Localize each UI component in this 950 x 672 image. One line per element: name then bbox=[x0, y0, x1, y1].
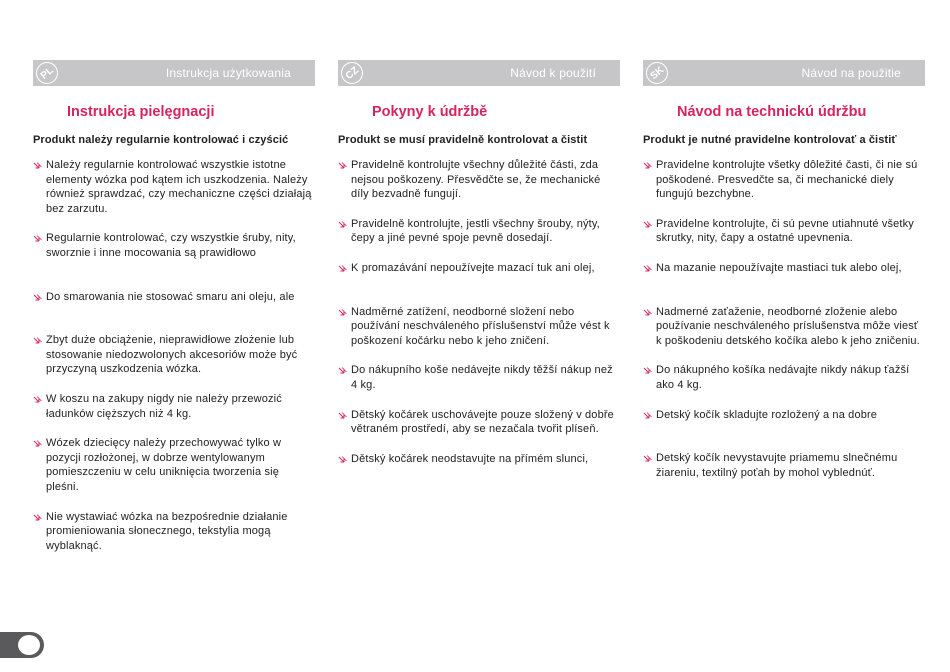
list-item bbox=[33, 158, 315, 216]
list-item-text: Detský kočík nevystavujte priamemu slnečnému žiareniu, textilný poťah by mohol vyblednúť. bbox=[656, 452, 898, 479]
list-item bbox=[33, 510, 315, 554]
language-badge: CZ bbox=[337, 58, 368, 89]
arrow-bullet-icon bbox=[338, 411, 348, 421]
page-tab bbox=[0, 632, 44, 658]
column-sk bbox=[643, 60, 925, 480]
arrow-bullet-icon bbox=[643, 161, 653, 171]
list-item bbox=[33, 333, 315, 377]
list-item-text: Pravidelně kontrolujte, jestli všechny šrouby, nýty, čepy a jiné pevné spoje pevně dosedají. bbox=[351, 217, 600, 245]
list-item bbox=[643, 408, 925, 423]
arrow-bullet-icon bbox=[643, 454, 653, 464]
section-subtitle: Produkt se musí pravidelně kontrolovat a čistit bbox=[338, 134, 588, 146]
header-title: Návod k použití bbox=[510, 66, 596, 80]
column-cz bbox=[338, 60, 620, 466]
arrow-bullet-icon bbox=[338, 366, 348, 376]
list-item bbox=[33, 290, 315, 305]
list-item-text: Detský kočík skladujte rozložený a na dobre bbox=[656, 408, 878, 421]
list-item bbox=[33, 231, 315, 260]
arrow-bullet-icon bbox=[33, 161, 43, 171]
list-item-text: Pravidelne kontrolujte, či sú pevne utiahnuté všetky skrutky, nity, čapy a ostatné upevnenia. bbox=[656, 217, 914, 245]
list-item bbox=[338, 261, 620, 276]
arrow-bullet-icon bbox=[338, 161, 348, 171]
list-item-text: Nadměrné zatížení, neodborné složení nebo používání neschváleného příslušenství může vést k poškození kočárku nebo k jeho zničení. bbox=[351, 305, 610, 347]
arrow-bullet-icon bbox=[338, 308, 348, 318]
arrow-bullet-icon bbox=[33, 513, 43, 523]
arrow-bullet-icon bbox=[643, 220, 653, 230]
list-item-text: Wózek dziecięcy należy przechowywać tylko w pozycji rozłożonej, w dobrze wentylowanym pomieszczeniu w celu uniknięcia tworzenia się pleśni. bbox=[46, 437, 282, 493]
list-item-text: Do smarowania nie stosować smaru ani oleju, ale bbox=[46, 290, 295, 303]
list-item bbox=[33, 392, 315, 421]
arrow-bullet-icon bbox=[643, 308, 653, 318]
arrow-bullet-icon bbox=[33, 336, 43, 346]
arrow-bullet-icon bbox=[33, 234, 43, 244]
list-item bbox=[338, 158, 620, 202]
list-item bbox=[338, 305, 620, 349]
list-item bbox=[643, 217, 925, 246]
header-title: Instrukcja użytkowania bbox=[165, 66, 291, 80]
list-item-text: Pravidelně kontrolujte všechny důležité části, zda nejsou poškozeny. Přesvědčte se, že mechanické díly bezvadně fungují. bbox=[351, 159, 601, 201]
list-item-text: Zbyt duże obciążenie, nieprawidłowe złożenie lub stosowanie niedozwolonych akcesoriów może być przyczyną uszkodzenia wózka. bbox=[46, 334, 298, 376]
list-item-text: W koszu na zakupy nigdy nie należy przewozić ładunków cięższych niż 4 kg. bbox=[46, 392, 282, 420]
list-item-text: Do nákupného košíka nedávajte nikdy nákup ťažší ako 4 kg. bbox=[656, 364, 910, 391]
header-title: Návod na použitie bbox=[801, 66, 901, 80]
list-item bbox=[643, 305, 925, 349]
section-subtitle: Produkt należy regularnie kontrolować i czyścić bbox=[33, 134, 289, 146]
arrow-bullet-icon bbox=[643, 411, 653, 421]
section-subtitle: Produkt je nutné pravidelne kontrolovať a čistiť bbox=[643, 134, 897, 146]
language-badge: SK bbox=[642, 58, 673, 89]
arrow-bullet-icon bbox=[338, 220, 348, 230]
arrow-bullet-icon bbox=[33, 293, 43, 303]
list-item bbox=[338, 217, 620, 246]
list-item-text: Pravidelne kontrolujte všetky dôležité časti, či nie sú poškodené. Presvedčte sa, či mechanické diely fungujú bezchybne. bbox=[656, 159, 918, 201]
arrow-bullet-icon bbox=[338, 455, 348, 465]
section-title: Pokyny k údržbě bbox=[372, 104, 488, 120]
list-item bbox=[643, 451, 925, 480]
list-item-text: Regularnie kontrolować, czy wszystkie śruby, nity, sworznie i inne mocowania są prawidłowo bbox=[46, 232, 296, 259]
list-item-text: Dětský kočárek neodstavujte na přímém slunci, bbox=[351, 452, 589, 465]
list-item-text: Do nákupního koše nedávejte nikdy těžší nákup než 4 kg. bbox=[351, 364, 613, 391]
list-item bbox=[643, 158, 925, 202]
list-item-text: Nadmerné zaťaženie, neodborné zloženie alebo používanie neschváleného príslušenstva môže viesť k poškodeniu detského kočíka alebo k jeho zničeniu. bbox=[656, 305, 920, 347]
column-pl bbox=[33, 60, 315, 553]
list-item bbox=[33, 436, 315, 494]
arrow-bullet-icon bbox=[33, 395, 43, 405]
page-tab-circle bbox=[18, 635, 40, 655]
list-item bbox=[338, 452, 620, 467]
arrow-bullet-icon bbox=[643, 366, 653, 376]
section-title: Instrukcja pielęgnacji bbox=[67, 104, 215, 120]
list-item-text: Dětský kočárek uschovávejte pouze složený v dobře větraném prostředí, aby se nezačala tvořit plíseň. bbox=[351, 408, 614, 436]
arrow-bullet-icon bbox=[338, 264, 348, 274]
list-item-text: Należy regularnie kontrolować wszystkie istotne elementy wózka pod kątem ich uszkodzenia. Należy również sprawdzać, czy mechaniczne części działają bez zarzutu. bbox=[46, 159, 312, 215]
list-item bbox=[643, 261, 925, 276]
arrow-bullet-icon bbox=[643, 264, 653, 274]
list-item bbox=[643, 363, 925, 392]
arrow-bullet-icon bbox=[33, 439, 43, 449]
list-item bbox=[338, 408, 620, 437]
list-item-text: K promazávání nepoužívejte mazací tuk ani olej, bbox=[351, 261, 595, 274]
list-item-text: Nie wystawiać wózka na bezpośrednie działanie promieniowania słonecznego, tekstylia mogą wyblaknąć. bbox=[46, 510, 288, 552]
list-item bbox=[338, 363, 620, 392]
header-bar bbox=[33, 60, 315, 86]
language-badge: PL bbox=[32, 58, 63, 89]
list-item-text: Na mazanie nepoužívajte mastiaci tuk alebo olej, bbox=[656, 261, 902, 274]
header-bar bbox=[643, 60, 925, 86]
section-title: Návod na technickú údržbu bbox=[677, 104, 867, 120]
header-bar bbox=[338, 60, 620, 86]
